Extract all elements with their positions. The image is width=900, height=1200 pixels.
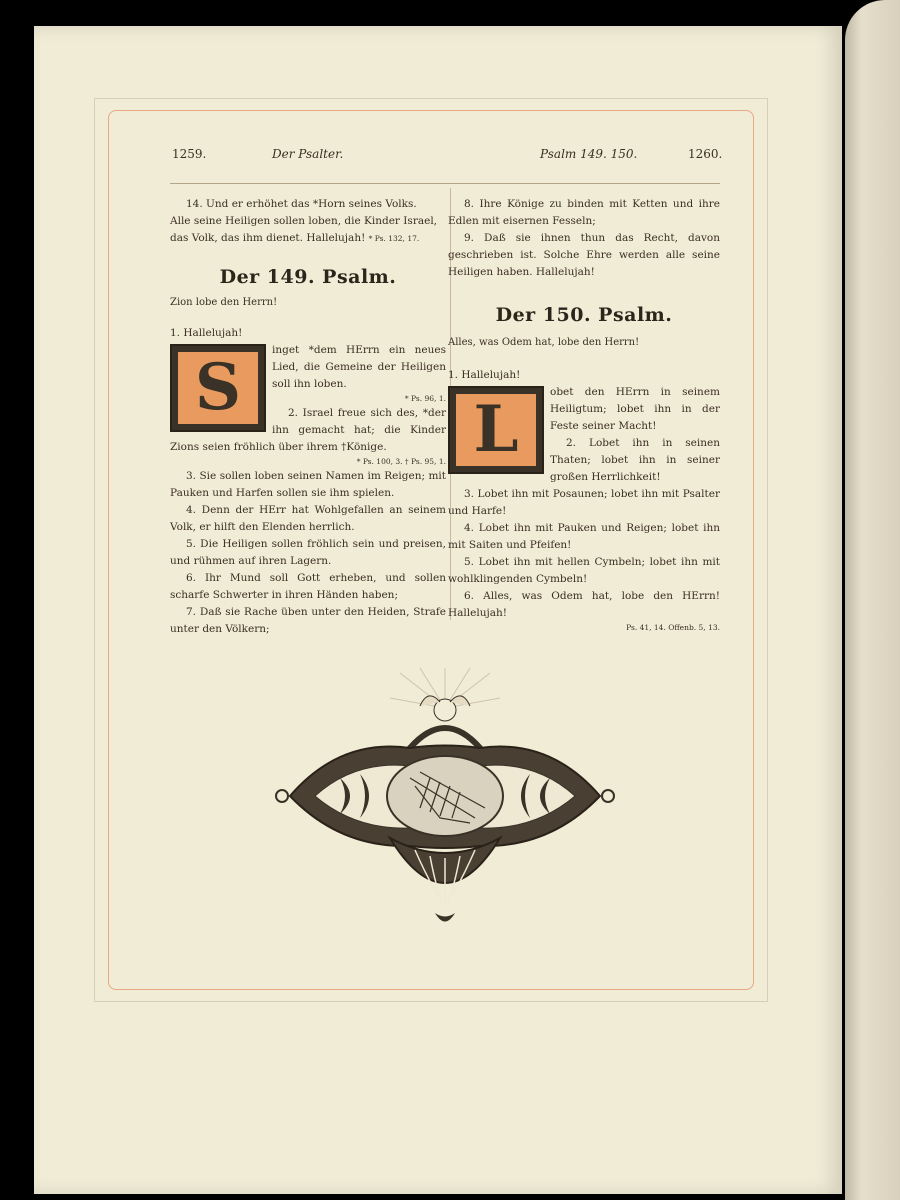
psalm-149-verse-2-reference: * Ps. 100, 3. † Ps. 95, 1. — [356, 457, 446, 466]
psalm-150-verse-3: 3. Lobet ihn mit Posaunen; lobet ihn mit Psalter und Harfe! — [448, 488, 720, 517]
dropcap-l — [448, 386, 544, 474]
psalm-149-verse-3: 3. Sie sollen loben seinen Namen im Reigen; mit Pauken und Harfen sollen sie ihm spielen. — [170, 470, 446, 499]
psalm-149-verse-9: 9. Daß sie ihnen thun das Recht, davon geschrieben ist. Solche Ehre werden alle seine Heiligen haben. Hallelujah! — [448, 232, 720, 278]
dropcap-s — [170, 344, 266, 432]
verse-14-reference: * Ps. 132, 17. — [368, 234, 420, 243]
psalm-150-verse-6-reference: Ps. 41, 14. Offenb. 5, 13. — [626, 623, 720, 632]
running-header — [136, 147, 721, 169]
left-column — [170, 196, 446, 638]
psalm-149-subtitle: Zion lobe den Herrn! — [170, 297, 278, 308]
psalm-150-verse-4: 4. Lobet ihn mit Pauken und Reigen; lobet ihn mit Saiten und Pfeifen! — [448, 522, 720, 551]
left-running-title: Der Psalter. — [272, 147, 344, 161]
psalm-149-verse-6: 6. Ihr Mund soll Gott erheben, und sollen scharfe Schwerter in ihren Händen haben; — [170, 572, 446, 601]
psalm-149-verse-7: 7. Daß sie Rache üben unter den Heiden, Strafe unter den Völkern; — [170, 606, 446, 635]
psalm-149-verse-1: inget *dem HErrn ein neues Lied, die Gemeine der Heiligen soll ihn loben. — [272, 344, 446, 390]
psalm-150-verse-2: 2. Lobet ihn in seinen Thaten; lobet ihn in seiner großen Herrlichkeit! — [550, 437, 720, 483]
dropcap-s-letter: S — [194, 350, 242, 425]
right-column — [448, 196, 720, 634]
psalm-150-title: Der 150. Psalm. — [495, 304, 673, 326]
psalm-149-verse-1-label: 1. Hallelujah! — [170, 327, 243, 339]
header-rule — [170, 183, 720, 184]
psalm-149-verse-8: 8. Ihre Könige zu binden mit Ketten und ihre Edlen mit eisernen Fesseln; — [448, 198, 720, 227]
verse-14-line-c: das Volk, das ihm dienet. Hallelujah! — [170, 232, 366, 244]
psalm-149-verse-2: 2. Israel freue sich des, *der ihn gemacht hat; die Kinder Zions seien fröhlich über ihrem †Könige. — [170, 407, 446, 453]
psalm-150-verse-1-label: 1. Hallelujah! — [448, 369, 521, 381]
psalm-149-verse-1-reference: * Ps. 96, 1. — [404, 394, 446, 403]
psalm-150-verse-6: 6. Alles, was Odem hat, lobe den HErrn! Hallelujah! — [448, 590, 720, 619]
dropcap-l-letter: L — [473, 392, 519, 467]
left-page-number: 1259. — [172, 147, 207, 161]
psalm-150-verse-1: obet den HErrn in seinem Heiligtum; lobet ihn in der Feste seiner Macht! — [550, 386, 720, 432]
right-page-number: 1260. — [688, 147, 723, 161]
psalm-150-verse-5: 5. Lobet ihn mit hellen Cymbeln; lobet ihn mit wohlklingenden Cymbeln! — [448, 556, 720, 585]
cherub-harp-ornament-icon — [270, 668, 620, 933]
facing-page-edge — [845, 0, 900, 1200]
verse-14-line-b: Alle seine Heiligen sollen loben, die Kinder Israel, — [170, 215, 438, 227]
right-running-title: Psalm 149. 150. — [540, 147, 638, 161]
psalm-150-subtitle: Alles, was Odem hat, lobe den Herrn! — [448, 337, 640, 348]
verse-14-line-a: 14. Und er erhöhet das *Horn seines Volks. — [186, 198, 417, 210]
psalm-149-title: Der 149. Psalm. — [219, 266, 397, 288]
psalm-149-verse-5: 5. Die Heiligen sollen fröhlich sein und preisen, und rühmen auf ihren Lagern. — [170, 538, 446, 567]
psalm-149-verse-4: 4. Denn der HErr hat Wohlgefallen an seinem Volk, er hilft den Elenden herrlich. — [170, 504, 446, 533]
